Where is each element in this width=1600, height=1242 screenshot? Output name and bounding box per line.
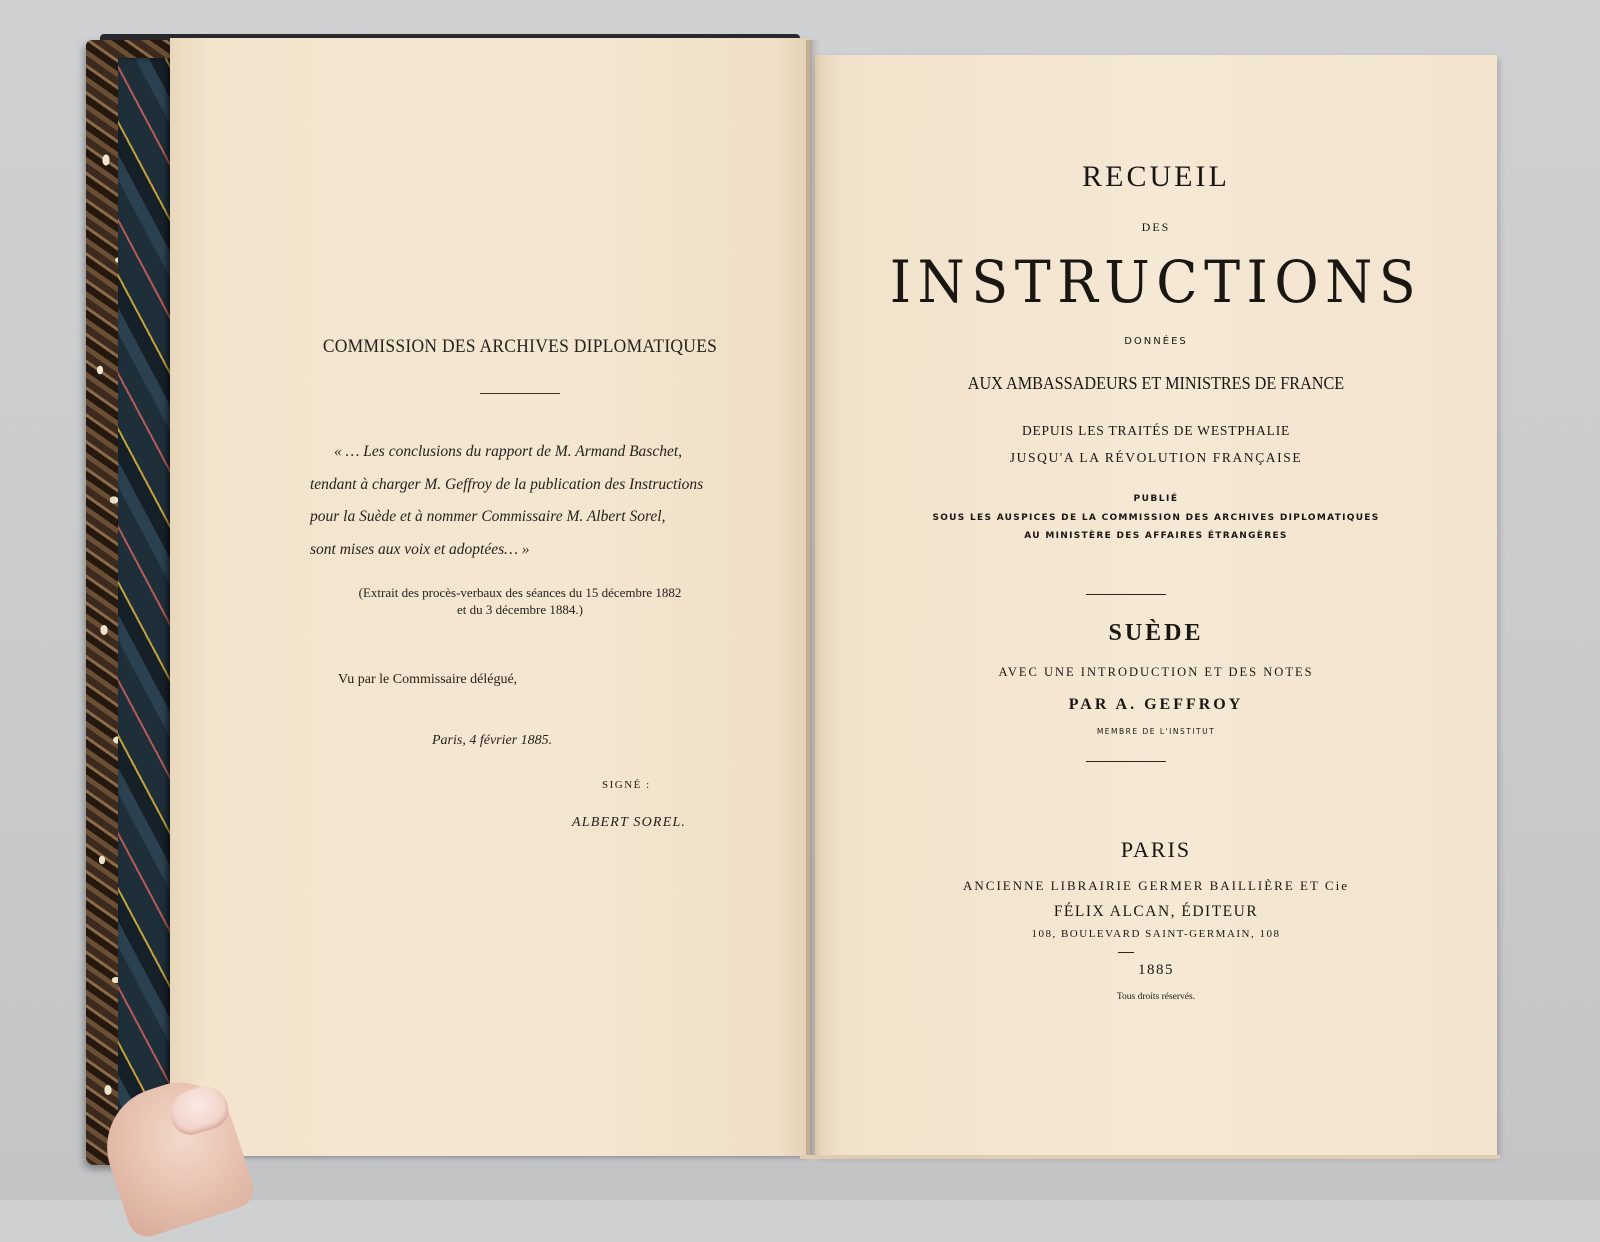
signe-label: SIGNÉ : [602,779,651,791]
author-affiliation: MEMBRE DE L'INSTITUT [1096,727,1216,736]
commission-heading: COMMISSION DES ARCHIVES DIPLOMATIQUES [322,336,718,357]
page-bottom-edge [800,1155,1500,1159]
extract-line: (Extrait des procès-verbaux des séances du 15 décembre 1882 [358,585,682,600]
ministere-line: AU MINISTÈRE DES AFFAIRES ÉTRANGÈRES [1024,531,1288,541]
title-divider-rule [1086,594,1166,595]
quote-line: sont mises aux voix et adoptées… » [310,540,530,558]
commission-quote [310,436,750,566]
introduction-note: AVEC UNE INTRODUCTION ET DES NOTES [998,665,1314,679]
quote-line: « … Les conclusions du rapport de M. Armand Baschet, [334,443,683,460]
title-des: DES [1141,220,1171,234]
signature-date: Paris, 4 février 1885. [432,733,553,748]
imprint-address: 108, BOULEVARD SAINT-GERMAIN, 108 [1031,928,1281,940]
quote-line: pour la Suède et à nommer Commissaire M. Albert Sorel, [310,508,666,525]
imprint-city: PARIS [1120,837,1192,862]
imprint-editeur: FÉLIX ALCAN, ÉDITEUR [1053,903,1259,920]
publie-label: PUBLIÉ [1133,494,1179,504]
subtitle-ambassadeurs: AUX AMBASSADEURS ET MINISTRES DE FRANCE [967,373,1345,393]
extract-line: et du 3 décembre 1884.) [457,602,583,617]
author-line: PAR A. GEFFROY [1068,696,1244,713]
author-divider-rule [1086,761,1166,762]
marbled-endpaper [118,58,170,1138]
title-recueil: RECUEIL [1082,160,1230,193]
subtitle-jusqua: JUSQU'A LA RÉVOLUTION FRANÇAISE [1009,450,1303,465]
auspices-line: SOUS LES AUSPICES DE LA COMMISSION DES ARCHIVES DIPLOMATIQUES [932,513,1380,523]
subtitle-donnees: DONNÉES [1124,336,1188,347]
imprint-year: 1885 [1138,962,1174,978]
volume-country: SUÈDE [1108,620,1204,646]
signatory-name: ALBERT SOREL. [572,815,687,830]
rights-reserved: Tous droits réservés. [1116,992,1196,1002]
imprint-short-rule [1118,952,1134,953]
imprint-librairie: ANCIENNE LIBRAIRIE GERMER BAILLIÈRE ET Cie [963,878,1349,893]
quote-line: tendant à charger M. Geffroy de la publication des Instructions [310,475,704,493]
subtitle-depuis: DEPUIS LES TRAITÉS DE WESTPHALIE [1021,423,1291,438]
extract-note [170,584,870,618]
vu-par-line: Vu par le Commissaire délégué, [338,672,518,687]
left-divider-rule [480,393,560,394]
title-instructions: INSTRUCTIONS [889,248,1423,316]
